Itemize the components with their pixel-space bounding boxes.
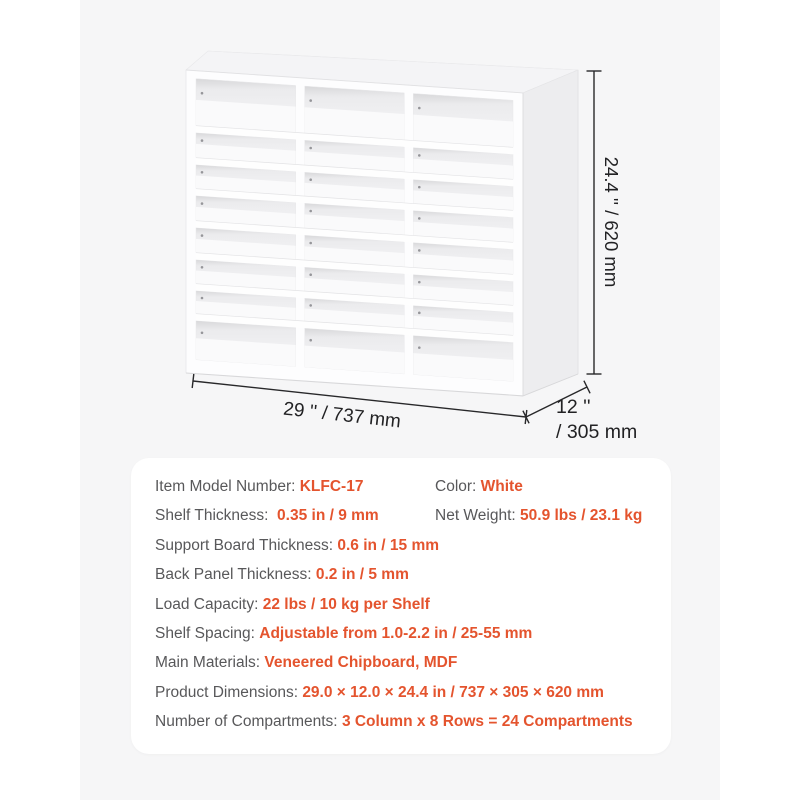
pin-hole xyxy=(201,92,204,95)
spec-value: Adjustable from 1.0-2.2 in / 25-55 mm xyxy=(259,625,533,643)
spec-value: 22 lbs / 10 kg per Shelf xyxy=(262,595,430,613)
shelf-unit xyxy=(186,51,578,396)
spec-label: Support Board Thickness: xyxy=(155,536,338,554)
spec-value: KLFC-17 xyxy=(299,478,364,495)
spec-value: 3 Column x 8 Rows = 24 Compartments xyxy=(341,713,633,731)
width-dimension-label: 29 '' / 737 mm xyxy=(282,398,402,433)
spec-row-materials xyxy=(155,648,671,677)
spec-value: Veneered Chipboard, MDF xyxy=(264,654,458,672)
pin-hole xyxy=(309,339,312,342)
pin-hole xyxy=(418,346,421,349)
spec-value: 0.2 in / 5 mm xyxy=(315,566,409,584)
spec-label: Back Panel Thickness: xyxy=(155,566,316,584)
spec-value: White xyxy=(480,478,523,495)
height-dimension-label: 24.4 '' / 620 mm xyxy=(601,156,622,288)
spec-label: Net Weight: xyxy=(435,507,521,525)
pin-hole xyxy=(201,234,204,237)
pin-hole xyxy=(418,281,421,284)
pin-hole xyxy=(309,99,312,102)
depth-dimension-label-line2: / 305 mm xyxy=(556,421,638,443)
spec-label: Main Materials: xyxy=(155,654,265,672)
spec-panel xyxy=(131,458,671,754)
pin-hole xyxy=(309,147,312,150)
pin-hole xyxy=(418,154,421,157)
pin-hole xyxy=(418,107,421,110)
pin-hole xyxy=(201,139,204,142)
spec-label: Shelf Spacing: xyxy=(155,625,260,643)
width-tick-left xyxy=(192,374,194,388)
spec-label: Number of Compartments: xyxy=(155,713,342,731)
pin-hole xyxy=(418,186,421,189)
spec-row-back-panel xyxy=(155,560,671,589)
pin-hole xyxy=(309,178,312,181)
spec-label: Product Dimensions: xyxy=(155,683,303,701)
spec-row-shelf-spacing xyxy=(155,619,671,648)
pin-hole xyxy=(309,273,312,276)
side-face xyxy=(523,70,578,396)
spec-row-shelf-thickness xyxy=(155,501,671,530)
depth-tick-far xyxy=(584,381,590,394)
pin-hole xyxy=(201,266,204,269)
pin-hole xyxy=(418,217,421,220)
pin-hole xyxy=(201,202,204,205)
pin-hole xyxy=(309,304,312,307)
pin-hole xyxy=(418,312,421,315)
spec-value: 50.9 lbs / 23.1 kg xyxy=(520,507,643,525)
pin-hole xyxy=(309,242,312,245)
pin-hole xyxy=(201,171,204,174)
spec-row-model xyxy=(155,472,671,501)
pin-hole xyxy=(309,210,312,213)
spec-value: 0.35 in / 9 mm xyxy=(272,507,379,525)
spec-row-load-capacity xyxy=(155,590,671,619)
pin-hole xyxy=(201,297,204,300)
spec-value: 0.6 in / 15 mm xyxy=(337,536,440,554)
pin-hole xyxy=(201,331,204,334)
spec-label: Item Model Number: xyxy=(155,478,300,495)
depth-dimension-label-line1: 12 '' xyxy=(556,396,591,418)
spec-value: 29.0 × 12.0 × 24.4 in / 737 × 305 × 620 mm xyxy=(302,683,604,701)
spec-label: Shelf Thickness: xyxy=(155,507,273,525)
pin-hole xyxy=(418,249,421,252)
spec-row-compartments xyxy=(155,707,671,736)
spec-label: Color: xyxy=(435,478,481,495)
spec-row-support-board xyxy=(155,531,671,560)
spec-row-product-dimensions xyxy=(155,678,671,707)
spec-label: Load Capacity: xyxy=(155,595,263,613)
